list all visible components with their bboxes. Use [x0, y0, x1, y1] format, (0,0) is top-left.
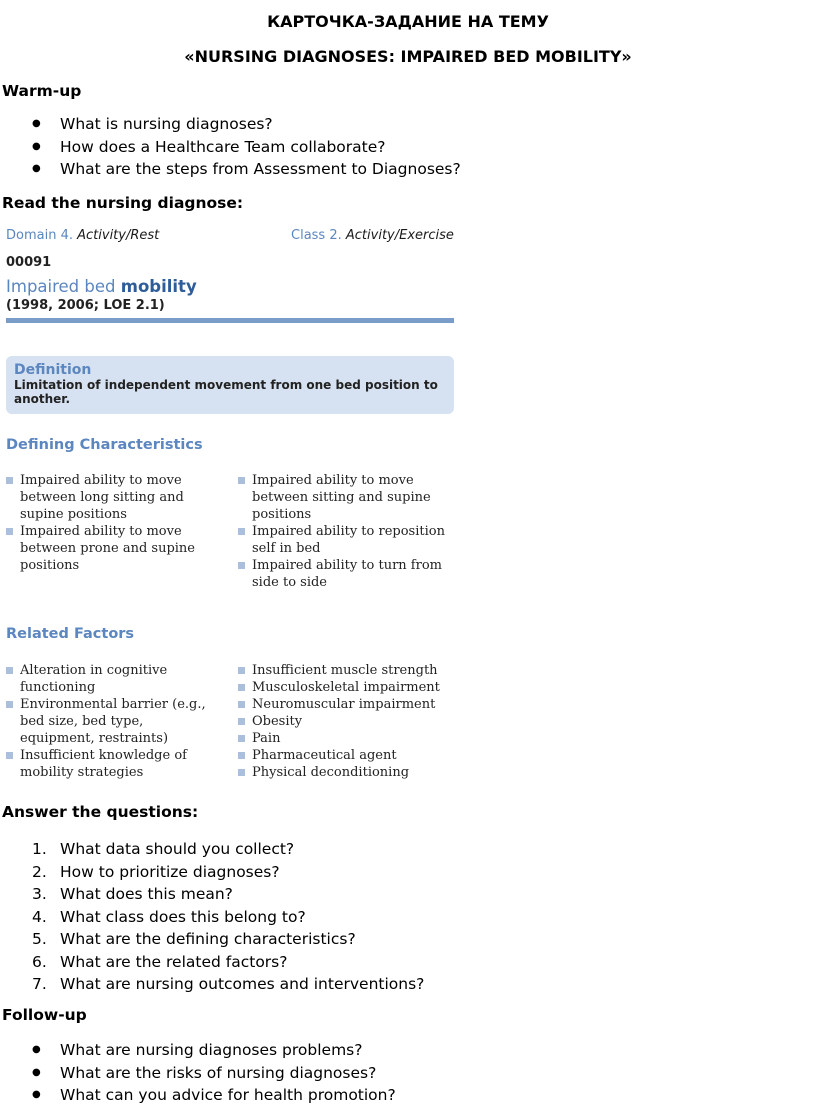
- bullet-square-icon: [6, 701, 13, 708]
- list-item-text: What class does this belong to?: [60, 907, 306, 926]
- list-item-text: Neuromuscular impairment: [252, 697, 436, 712]
- list-item-text: What are the defining characteristics?: [60, 930, 356, 948]
- class-group: [291, 228, 454, 243]
- list-item-text: Musculoskeletal impairment: [252, 680, 440, 695]
- list-item: [238, 696, 458, 713]
- list-item: ● What are nursing diagnoses problems?: [32, 1039, 396, 1062]
- list-item-text: What does this mean?: [60, 885, 233, 903]
- class-label: Class 2.: [291, 228, 342, 243]
- answer-list: [32, 838, 424, 996]
- list-item-text: Pain: [252, 731, 281, 746]
- definition-label: Definition: [14, 362, 92, 378]
- list-item: [6, 696, 218, 747]
- related-right-list: [238, 662, 458, 781]
- warmup-list: [32, 113, 461, 181]
- list-item: ● How does a Healthcare Team collaborate?: [32, 136, 461, 159]
- list-item-text: Impaired ability to turn from side to side: [252, 558, 442, 590]
- list-item-text: Insufficient knowledge of mobility strategies: [20, 748, 187, 780]
- divider-bar: [6, 318, 454, 323]
- read-heading: Read the nursing diagnose:: [2, 194, 244, 212]
- list-item-text: Pharmaceutical agent: [252, 748, 397, 763]
- list-item-text: Alteration in cognitive functioning: [20, 663, 168, 695]
- list-item-text: Impaired ability to move between sitting and supine positions: [252, 473, 431, 522]
- list-item: [6, 662, 218, 696]
- list-item-text: What data should you collect?: [60, 840, 295, 858]
- bullet-square-icon: [238, 562, 245, 569]
- bullet-square-icon: [238, 769, 245, 776]
- list-item: ● What is nursing diagnoses?: [32, 113, 461, 136]
- list-item: 7. What are nursing outcomes and interventions?: [32, 975, 425, 993]
- defining-left-list: [6, 472, 211, 574]
- card-domain-row: [6, 228, 454, 243]
- list-item: 4. What class does this belong to?: [32, 907, 306, 926]
- list-item: 2. How to prioritize diagnoses?: [32, 862, 280, 881]
- list-item: [6, 472, 211, 523]
- bullet-square-icon: [6, 752, 13, 759]
- bullet-square-icon: [6, 528, 13, 535]
- domain-value: Activity/Rest: [77, 228, 160, 243]
- list-item: 5. What are the defining characteristics?: [32, 930, 356, 948]
- list-item: [238, 557, 448, 591]
- bullet-square-icon: [238, 667, 245, 674]
- list-item: [238, 730, 458, 747]
- diagnosis-name-part1: Impaired bed: [6, 277, 116, 296]
- diagnosis-year: (1998, 2006; LOE 2.1): [6, 298, 165, 313]
- list-item-text: Impaired ability to move between prone and supine positions: [20, 524, 195, 573]
- list-item: ● What can you advice for health promotion?: [32, 1084, 396, 1107]
- list-item: [238, 713, 458, 730]
- list-item-text: What are nursing outcomes and interventions?: [60, 975, 425, 993]
- diagnosis-code: 00091: [6, 255, 52, 270]
- diagnosis-name-part2: mobility: [120, 277, 197, 296]
- bullet-square-icon: [6, 477, 13, 484]
- list-item-text: Impaired ability to reposition self in bed: [252, 524, 445, 556]
- followup-list: [32, 1039, 396, 1107]
- defining-heading: Defining Characteristics: [6, 437, 203, 453]
- list-item: [238, 523, 448, 557]
- bullet-square-icon: [238, 752, 245, 759]
- list-item: [238, 662, 458, 679]
- defining-right-list: [238, 472, 448, 591]
- list-item: [238, 747, 458, 764]
- warmup-heading: Warm-up: [2, 82, 82, 100]
- list-item: 6. What are the related factors?: [32, 952, 288, 971]
- title-line-2: «NURSING DIAGNOSES: IMPAIRED BED MOBILITY»: [184, 47, 632, 66]
- list-item: [238, 679, 458, 696]
- list-item: ● What are the risks of nursing diagnoses?: [32, 1062, 396, 1085]
- list-item: [6, 523, 211, 574]
- bullet-square-icon: [238, 735, 245, 742]
- related-left-list: [6, 662, 218, 781]
- related-heading: Related Factors: [6, 626, 135, 642]
- bullet-square-icon: [6, 667, 13, 674]
- list-item-text: Physical deconditioning: [252, 765, 410, 780]
- bullet-square-icon: [238, 528, 245, 535]
- list-item-text: Environmental barrier (e.g., bed size, bed type, equipment, restraints): [20, 697, 206, 746]
- list-item: 3. What does this mean?: [32, 885, 233, 903]
- list-item: [238, 764, 458, 781]
- list-item: [238, 472, 448, 523]
- followup-heading: Follow-up: [2, 1006, 87, 1024]
- list-item-text: Obesity: [252, 714, 303, 729]
- class-value: Activity/Exercise: [345, 228, 454, 243]
- bullet-square-icon: [238, 718, 245, 725]
- title-line-1: КАРТОЧКА-ЗАДАНИЕ НА ТЕМУ: [267, 12, 549, 31]
- list-item-text: Insufficient muscle strength: [252, 663, 438, 678]
- bullet-square-icon: [238, 684, 245, 691]
- definition-box: [6, 356, 454, 414]
- bullet-square-icon: [238, 477, 245, 484]
- definition-text: Limitation of independent movement from one bed position to another.: [14, 378, 438, 406]
- list-item-text: How to prioritize diagnoses?: [60, 862, 280, 881]
- answer-heading: Answer the questions:: [2, 803, 199, 821]
- list-item: [6, 747, 218, 781]
- list-item-text: Impaired ability to move between long sitting and supine positions: [20, 473, 184, 522]
- list-item-text: What are the related factors?: [60, 952, 288, 971]
- list-item: 1. What data should you collect?: [32, 840, 295, 858]
- list-item: ● What are the steps from Assessment to Diagnoses?: [32, 158, 461, 181]
- diagnosis-name: [6, 277, 197, 296]
- bullet-square-icon: [238, 701, 245, 708]
- domain-label: Domain 4.: [6, 228, 73, 243]
